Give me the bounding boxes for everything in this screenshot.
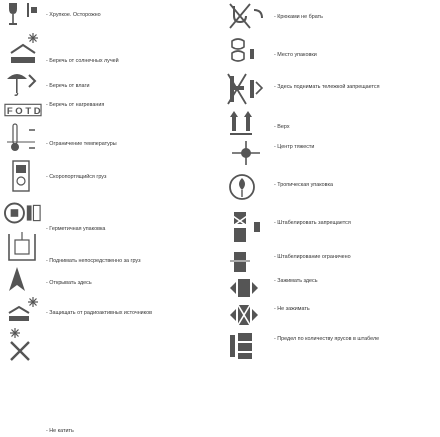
item-label: - Беречь от солнечных лучей xyxy=(46,58,119,64)
list-item xyxy=(220,248,440,276)
stacking-limit-icon xyxy=(226,248,266,276)
this-way-up-icon xyxy=(226,108,266,138)
clamp-here-icon xyxy=(226,276,266,300)
item-label: - Штабелировать запрещается xyxy=(274,220,351,226)
keep-dry-umbrella-icon xyxy=(4,68,42,98)
list-item xyxy=(0,264,220,294)
list-item xyxy=(0,230,220,264)
item-label: - Ограничение температуры xyxy=(46,141,117,147)
item-label: - Предел по количеству ярусов в штабеле xyxy=(274,336,380,342)
item-label: - Здесь поднимать тележкой запрещается xyxy=(274,84,380,90)
item-label: - Беречь от влаги xyxy=(46,83,90,89)
no-hooks-icon xyxy=(226,0,266,34)
item-label: - Штабелирование ограничено xyxy=(274,254,351,260)
item-label: - Поднимать непосредственно за груз xyxy=(46,258,141,264)
temperature-limits-icon xyxy=(4,122,42,156)
list-item xyxy=(0,98,220,122)
list-item xyxy=(0,196,220,230)
item-label: - Открывать здесь xyxy=(46,280,92,286)
do-not-roll-icon xyxy=(4,324,42,364)
list-item xyxy=(0,294,220,324)
svg-text:F O T D: F O T D xyxy=(6,105,41,117)
list-item xyxy=(220,138,440,168)
tropical-packaging-icon xyxy=(226,168,266,206)
stack-limit-by-number-icon xyxy=(226,330,266,362)
fragile-glass-icon xyxy=(4,0,42,30)
item-label: - Верх xyxy=(274,124,290,130)
item-label: - Беречь от нагревания xyxy=(46,102,105,108)
item-label: - Герметичная упаковка xyxy=(46,226,106,232)
item-label: - Не катить xyxy=(46,428,74,434)
item-label: - Не зажимать xyxy=(274,306,310,312)
list-item xyxy=(0,324,220,434)
list-item xyxy=(0,0,220,30)
center-of-gravity-icon xyxy=(226,138,266,168)
item-label: - Зажимать здесь xyxy=(274,278,318,284)
list-item xyxy=(0,122,220,156)
radiation-protection-icon xyxy=(4,294,42,324)
list-item xyxy=(220,300,440,330)
do-not-clamp-icon xyxy=(226,300,266,330)
package-location-icon xyxy=(226,34,266,70)
list-item xyxy=(220,276,440,300)
no-forklift-here-icon xyxy=(226,70,266,108)
list-item xyxy=(0,68,220,98)
item-label: - Защищать от радиоактивных источников xyxy=(46,310,152,316)
list-item xyxy=(220,70,440,108)
list-item xyxy=(220,34,440,70)
item-label: - Хрупкое. Осторожно xyxy=(46,12,101,18)
no-stacking-icon xyxy=(226,206,266,248)
protect-from-heat-icon xyxy=(4,98,42,122)
lift-directly-icon xyxy=(4,230,42,264)
item-label: - Тропическая упаковка xyxy=(274,182,333,188)
list-item xyxy=(220,0,440,34)
item-label: - Крюками не брать xyxy=(274,14,323,20)
list-item xyxy=(220,330,440,362)
hermetic-packaging-icon xyxy=(4,196,42,230)
list-item xyxy=(0,30,220,68)
list-item xyxy=(220,206,440,248)
list-item xyxy=(220,108,440,138)
list-item xyxy=(220,168,440,206)
item-label: - Центр тяжести xyxy=(274,144,315,150)
item-label: - Место упаковки xyxy=(274,52,317,58)
item-label: - Скоропортящийся груз xyxy=(46,174,107,180)
perishable-cargo-icon xyxy=(4,156,42,196)
keep-away-from-sunlight-icon xyxy=(4,30,42,68)
list-item xyxy=(0,156,220,196)
open-here-icon xyxy=(4,264,42,294)
